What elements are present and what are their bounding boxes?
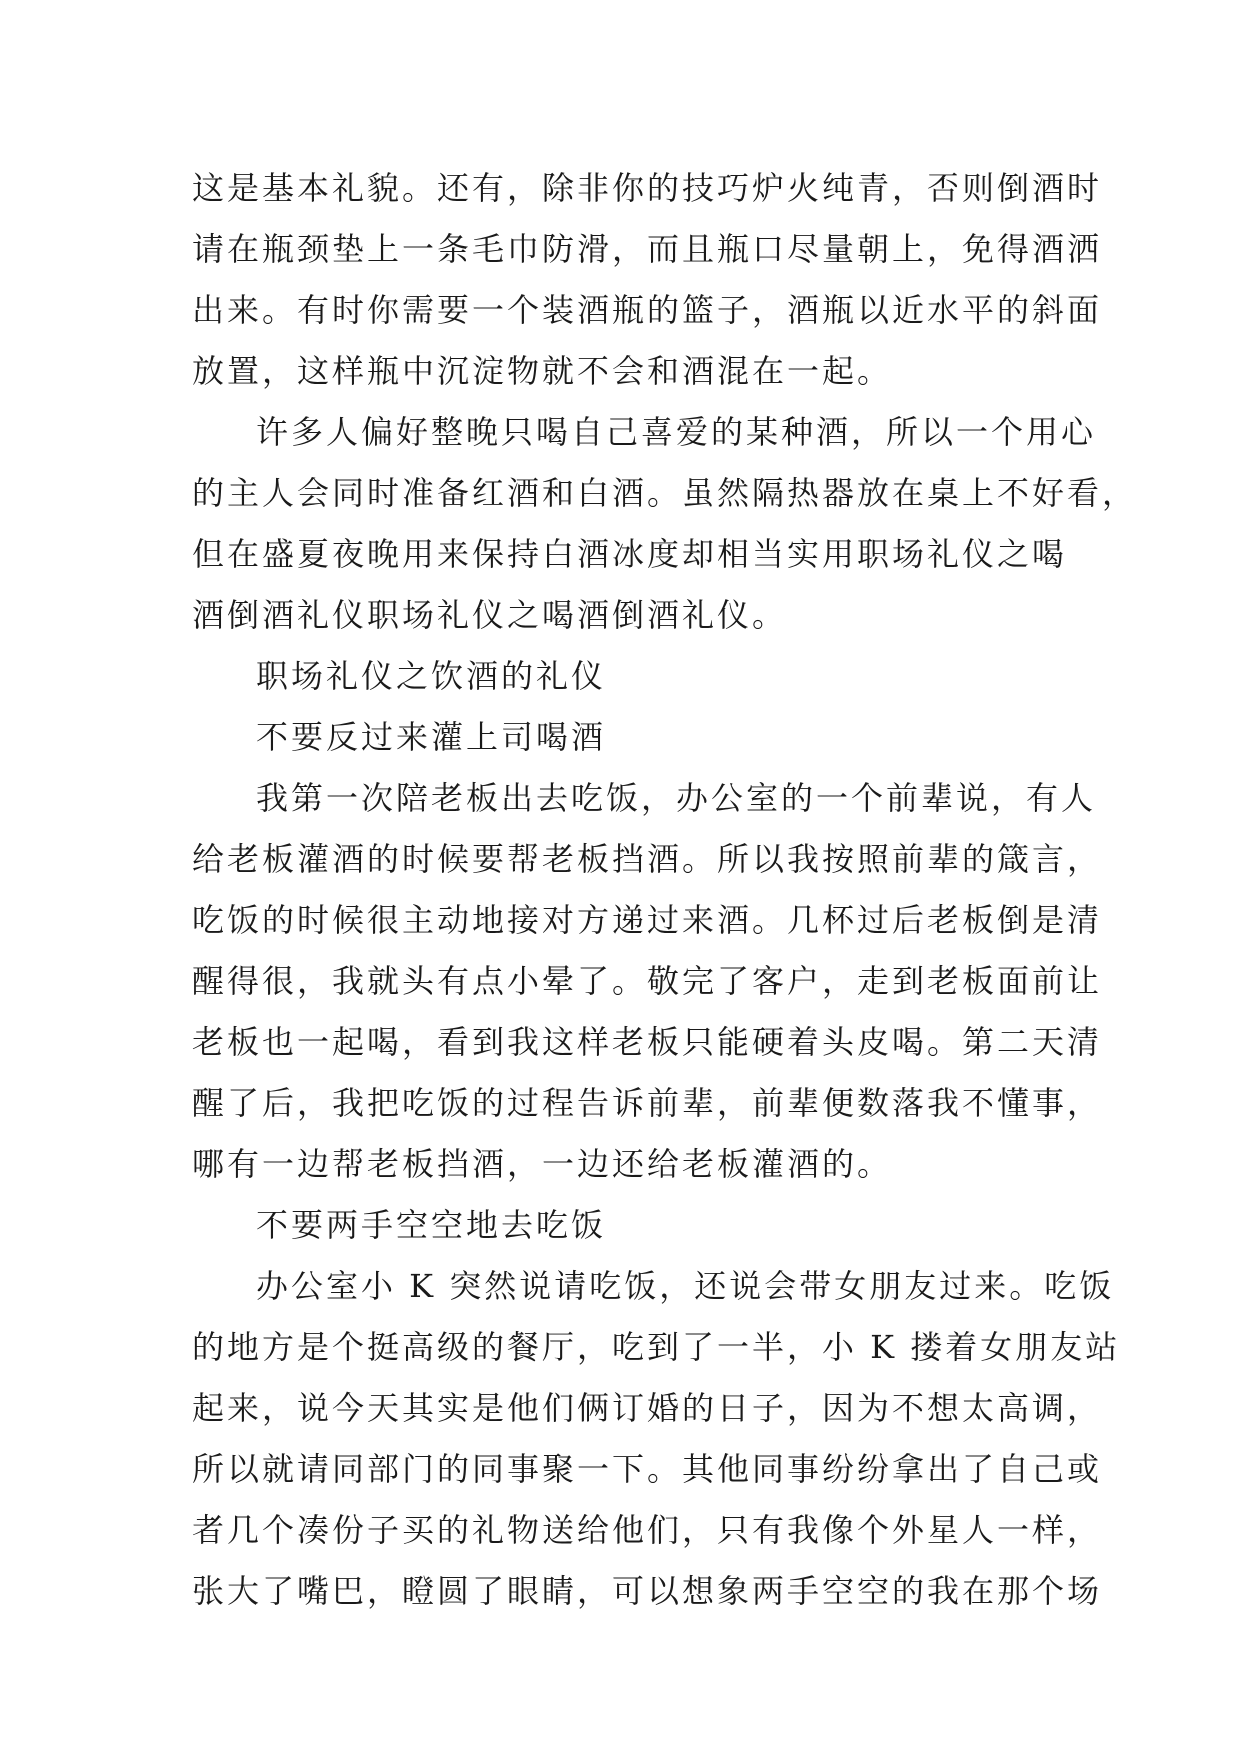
paragraph-start-line: 许多人偏好整晚只喝自己喜爱的某种酒，所以一个用心 xyxy=(256,413,1097,451)
section-heading: 职场礼仪之饮酒的礼仪 xyxy=(256,657,607,695)
text-line: 酒倒酒礼仪职场礼仪之喝酒倒酒礼仪。 xyxy=(192,596,788,634)
document-body xyxy=(192,158,1138,1622)
paragraph-start-line: 办公室小 K 突然说请吃饭，还说会带女朋友过来。吃饭 xyxy=(256,1267,1115,1305)
text-line: 但在盛夏夜晚用来保持白酒冰度却相当实用职场礼仪之喝 xyxy=(192,535,1068,573)
text-line: 吃饭的时候很主动地接对方递过来酒。几杯过后老板倒是清 xyxy=(192,901,1103,939)
text-line: 起来，说今天其实是他们俩订婚的日子，因为不想太高调， xyxy=(192,1389,1103,1427)
text-line: 的主人会同时准备红酒和白酒。虽然隔热器放在桌上不好看， xyxy=(192,474,1138,512)
text-line: 给老板灌酒的时候要帮老板挡酒。所以我按照前辈的箴言， xyxy=(192,840,1103,878)
text-line: 醒得很，我就头有点小晕了。敬完了客户，走到老板面前让 xyxy=(192,962,1103,1000)
text-line: 请在瓶颈垫上一条毛巾防滑，而且瓶口尽量朝上，免得酒洒 xyxy=(192,230,1103,268)
text-line: 醒了后，我把吃饭的过程告诉前辈，前辈便数落我不懂事， xyxy=(192,1084,1103,1122)
text-line: 放置，这样瓶中沉淀物就不会和酒混在一起。 xyxy=(192,352,893,390)
text-line: 张大了嘴巴，瞪圆了眼睛，可以想象两手空空的我在那个场 xyxy=(192,1572,1103,1610)
text-line: 者几个凑份子买的礼物送给他们，只有我像个外星人一样， xyxy=(192,1511,1103,1549)
text-line: 出来。有时你需要一个装酒瓶的篮子，酒瓶以近水平的斜面 xyxy=(192,291,1103,329)
text-line: 老板也一起喝，看到我这样老板只能硬着头皮喝。第二天清 xyxy=(192,1023,1103,1061)
paragraph-start-line: 我第一次陪老板出去吃饭，办公室的一个前辈说，有人 xyxy=(256,779,1097,817)
text-line: 所以就请同部门的同事聚一下。其他同事纷纷拿出了自己或 xyxy=(192,1450,1103,1488)
text-line: 的地方是个挺高级的餐厅，吃到了一半，小 K 搂着女朋友站 xyxy=(192,1328,1121,1366)
text-line: 这是基本礼貌。还有，除非你的技巧炉火纯青，否则倒酒时 xyxy=(192,169,1103,207)
subsection-heading: 不要反过来灌上司喝酒 xyxy=(256,718,607,756)
text-line: 哪有一边帮老板挡酒，一边还给老板灌酒的。 xyxy=(192,1145,893,1183)
subsection-heading: 不要两手空空地去吃饭 xyxy=(256,1206,607,1244)
